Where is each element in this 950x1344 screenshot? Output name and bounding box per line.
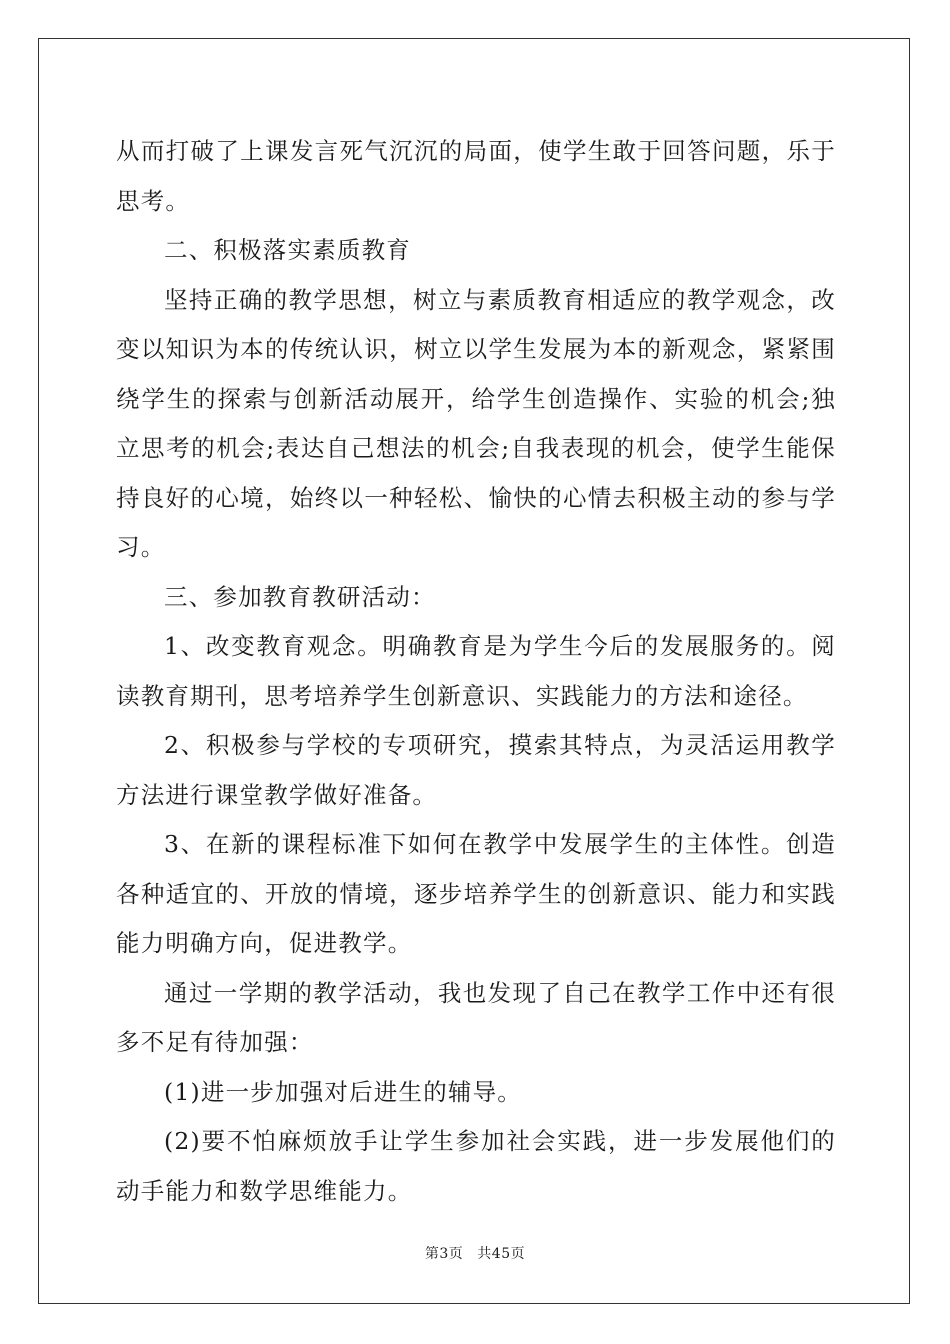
paragraph-3: 坚持正确的教学思想，树立与素质教育相适应的教学观念，改变以知识为本的传统认识，树立以学生发展为本的新观念，紧紧围绕学生的探索与创新活动展开，给学生创造操作、实验的机会;独立思考的机会;表达自己想法的机会;自我表现的机会，使学生能保持良好的心境，始终以一种轻松、愉快的心情去积极主动的参与学习。 [116,285,836,561]
list-item-1: 1、改变教育观念。明确教育是为学生今后的发展服务的。阅读教育期刊，思考培养学生创新意识、实践能力的方法和途径。 [116,632,836,710]
heading-section-2: 二、积极落实素质教育 [164,236,411,264]
document-body [116,127,836,1216]
page-total: 共45页 [477,1246,526,1262]
paragraph-summary: 通过一学期的教学活动，我也发现了自己在教学工作中还有很多不足有待加强： [116,978,836,1056]
improvement-item-1: (1)进一步加强对后进生的辅导。 [164,1077,522,1106]
improvement-item-2: (2)要不怕麻烦放手让学生参加社会实践，进一步发展他们的动手能力和数学思维能力。 [116,1127,836,1205]
heading-section-3: 三、参加教育教研活动： [164,582,436,611]
page-footer [0,1243,950,1263]
list-item-2: 2、积极参与学校的专项研究，摸索其特点，为灵活运用教学方法进行课堂教学做好准备。 [116,731,836,809]
list-item-3: 3、在新的课程标准下如何在教学中发展学生的主体性。创造各种适宜的、开放的情境，逐步培养学生的创新意识、能力和实践能力明确方向，促进教学。 [116,830,836,957]
paragraph-1: 从而打破了上课发言死气沉沉的局面，使学生敢于回答问题，乐于思考。 [116,137,836,215]
page-number: 第3页 [424,1246,464,1262]
